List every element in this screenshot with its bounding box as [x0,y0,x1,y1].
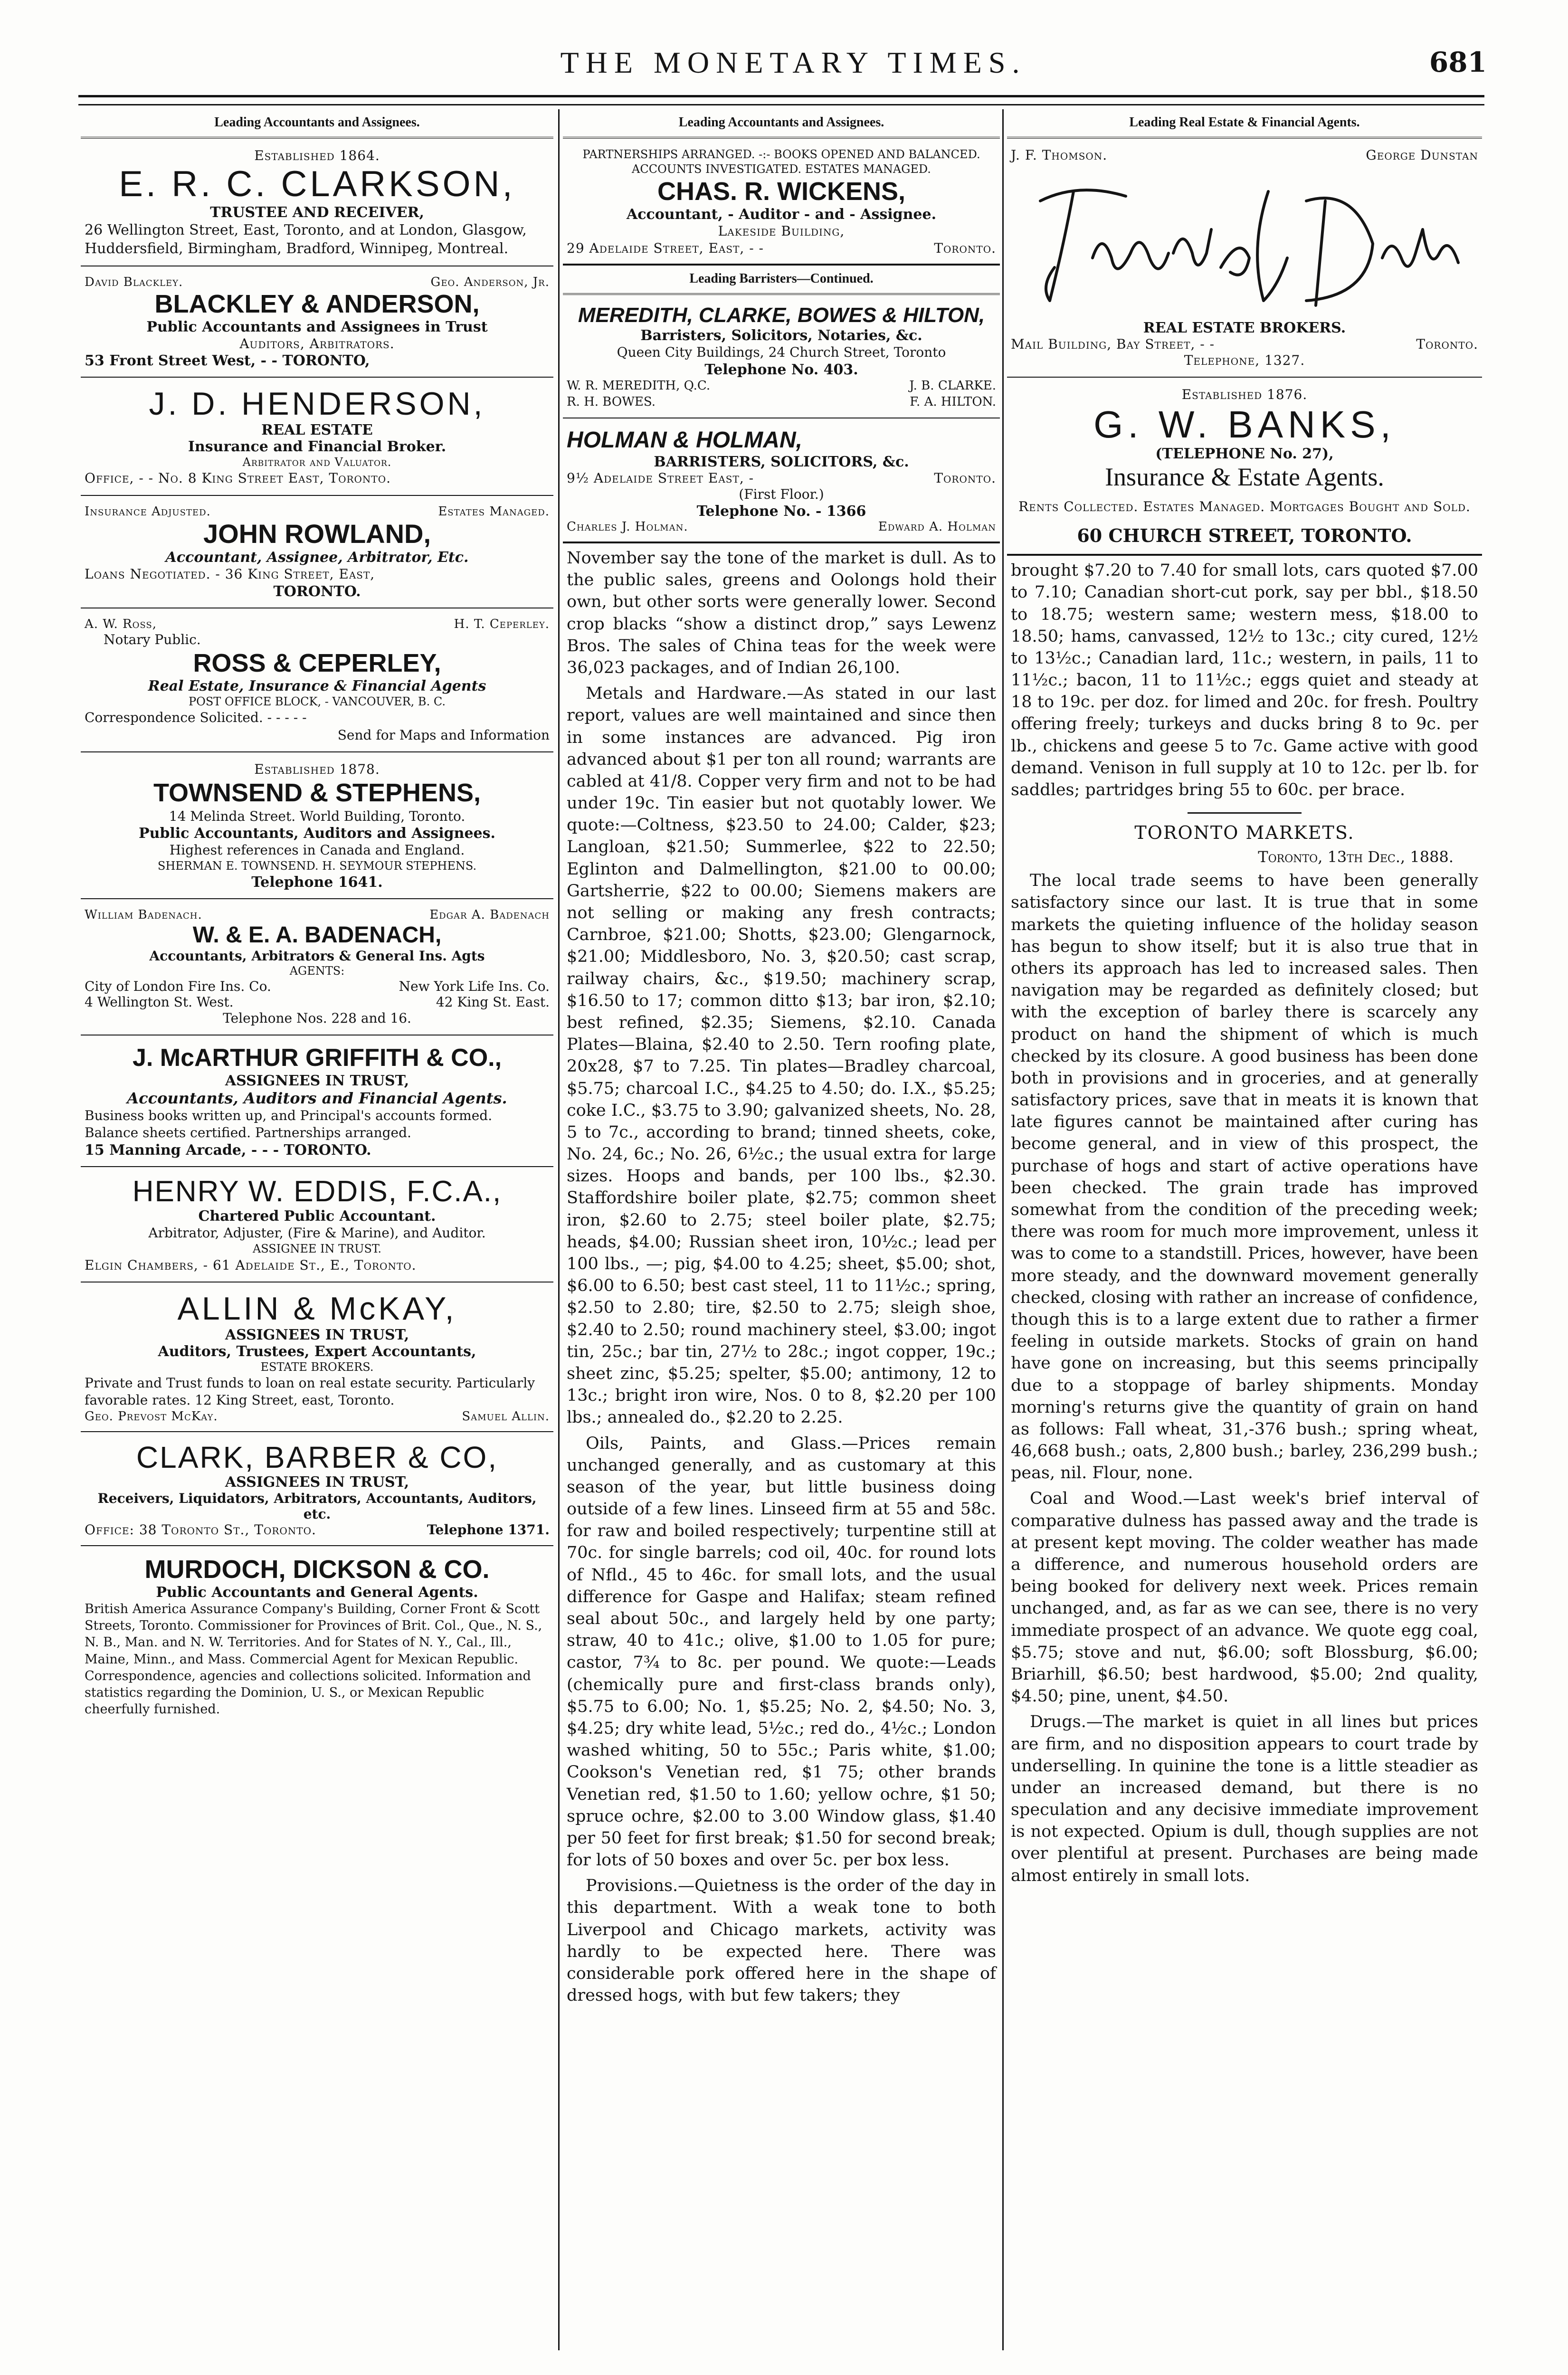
building: Lakeside Building, [718,223,845,239]
firm-sub: Chartered Public Accountant. [198,1208,436,1225]
column-divider [1002,109,1004,2350]
firm-desc: Arbitrator, Adjuster, (Fire & Marine), and Auditor. [148,1225,486,1241]
services: PARTNERSHIPS ARRANGED. -:- BOOKS OPENED AND BALANCED. ACCOUNTS INVESTIGATED. ESTATES MANAGED. [582,148,980,176]
left-text: Insurance Adjusted. [85,504,211,519]
firm-name: JOHN ROWLAND, [203,518,431,549]
firm-desc: Public Accountants and Assignees in Trust [146,319,488,336]
partners-row-2 [567,394,996,410]
ad-eddis [81,1167,553,1282]
partner-names [567,520,996,534]
firm-title: REAL ESTATE BROKERS. [1143,320,1346,336]
ross-top [85,617,550,631]
column-divider [558,109,560,2350]
firm-sub: ASSIGNEES IN TRUST, [225,1474,409,1491]
partner: J. B. CLARKE. [909,378,996,393]
ad-murdoch [81,1546,553,1725]
firm-desc: Public Accountants, Auditors and Assignees. [139,825,495,842]
firm-desc: Barristers, Solicitors, Notaries, &c. [640,327,922,344]
telephone: Telephone, 1327. [1184,352,1305,368]
address-right: Toronto. [1416,336,1478,352]
post-office: POST OFFICE BLOCK, - VANCOUVER, B. C. [189,695,446,709]
firm-sub: Public Accountants and General Agents. [156,1584,478,1601]
telephone: (TELEPHONE No. 27), [1155,445,1334,462]
partner-right: Edward A. Holman [878,520,996,534]
ad-wickens [563,139,1000,265]
paragraph: Oils, Paints, and Glass.—Prices remain unchanged generally, and as customary at this season of the year, but little business doing outside of a few lines. Linseed firm at 55 and 58c. for raw and boiled respectively; turpentine still at 70c. for single barrels; cod oil, 40c. for round lots of Nfld., 45 to 46c. for small lots, and the usual difference for Gaspe and Halifax; steam refined seal about 50c., and largely held by one party; straw, 40 to 41c.; olive, $1.00 to 1.05 for pure; castor, 7¾ to 8c. per pound. We quote:—Leads (chemically pure and first-class brands only), $5.75 to 6.00; No. 1, $5.25; No. 2, $4.50; No. 3, $4.25; dry white lead, 5½c.; red do., 4½c.; London washed whiting, 50 to 55c.; Paris white, $1.00; Cookson's Venetian red, $1 75; other brands Venetian red, $1.50 to 1.60; yellow ochre, $1 50; spruce ochre, $2.00 to 3.00 Window glass, $1.40 per 50 feet for first break; $1.50 for second break; for lots of 50 boxes and over 5c. per box less. [567,1434,996,1870]
column-right [1007,109,1482,2360]
line-3: Arbitrator and Valuator. [242,456,392,469]
masthead [81,45,1506,93]
office: Office: 38 Toronto St., Toronto. [85,1522,316,1538]
firm-desc: Real Estate, Insurance & Financial Agents [148,678,486,695]
firm-name: J. D. HENDERSON, [149,386,485,422]
partner-left: William Badenach. [85,907,202,922]
divider [1188,812,1302,814]
section-header: Leading Barristers—Continued. [563,265,1000,295]
agents-row [85,978,550,994]
firm-name: ALLIN & McKAY, [177,1291,457,1327]
partner-left: J. F. Thomson. [1011,147,1108,163]
ad-griffith [81,1036,553,1167]
paragraph: Drugs.—The market is quiet in all lines but prices are firm, and no disposition appears to court trade by underselling. In quinine the tone is a little steadier as under an increased demand, but there is no speculation and any decisive immediate improvement is not expected. Opium is dull, though supplies are not over plentiful at present. Purchases are being made almost entirely in small lots. [1011,1712,1478,1885]
telephone: Telephone No. - 1366 [696,503,866,520]
right-text: Estates Managed. [438,504,550,519]
notary: Notary Public. [104,631,201,647]
paragraph: Provisions.—Quietness is the order of the day in this department. With a weak tone to both Liverpool and Chicago markets, activity was hardly to be expected here. There was considerable pork offered here in the shape of dressed hogs, with but few takers; they [567,1876,996,2005]
firm-name: CHAS. R. WICKENS, [657,177,906,206]
section-header: Leading Accountants and Assignees. [81,109,553,139]
address-left: 29 Adelaide Street, East, - - [567,240,764,256]
partners: SHERMAN E. TOWNSEND. H. SEYMOUR STEPHENS. [157,859,477,873]
firm-name: MEREDITH, CLARKE, BOWES & HILTON, [578,303,985,327]
firm-name: E. R. C. CLARKSON, [119,164,515,205]
right-text: H. T. Ceperley. [454,617,550,631]
section-header: Leading Accountants and Assignees. [563,109,1000,139]
assignee: ASSIGNEE IN TRUST. [252,1242,382,1256]
firm-desc: Accountant, - Auditor - and - Assignee. [626,206,937,223]
paragraph: Coal and Wood.—Last week's brief interval of comparative dulness has passed away and the trade is at present kept moving. The colder weather has made a difference, and numerous household orders are being booked for delivery next week. Prices remain unchanged, and, as far as we can see, there is no very immediate prospect of an advance. We quote egg coal, $5.75; stove and nut, $6.00; soft Blossburg, $6.00; Briarhill, $6.50; best hardwood, $5.00; 2nd quality, $4.50; pine, unent, $4.50. [1011,1489,1478,1706]
firm-text: Rents Collected. Estates Managed. Mortgages Bought and Sold. [1018,498,1471,514]
office-row [85,1522,550,1538]
ad-allin [81,1282,553,1432]
partner-names [1011,147,1478,163]
firm-sub: ASSIGNEES IN TRUST, [225,1073,409,1090]
ad-blackley [81,266,553,378]
firm-desc: Receivers, Liquidators, Arbitrators, Accountants, Auditors, etc. [97,1491,537,1522]
ad-meredith [563,295,1000,419]
telephone: Telephone 1641. [251,874,383,891]
partner-left: Charles J. Holman. [567,520,688,534]
partner-right: Samuel Allin. [462,1409,550,1424]
left-text: A. W. Ross, [85,617,157,631]
address-row [1011,336,1478,352]
firm-sub: Auditors, Arbitrators. [239,336,395,352]
firm-name: ROSS & CEPERLEY, [193,649,441,678]
partner-right: Edgar A. Badenach [429,907,550,922]
loans-line: Loans Negotiated. - 36 King Street, East, [85,566,375,582]
line-2: Insurance and Financial Broker. [188,438,447,456]
ad-ross [81,608,553,752]
firm-address: 60 CHURCH STREET, TORONTO. [1077,525,1412,547]
telephone: Telephone 1371. [427,1522,550,1538]
partner-names [85,908,550,922]
firm-address: Elgin Chambers, - 61 Adelaide St., E., Toronto. [85,1257,417,1273]
partner-right: Geo. Anderson, Jr. [430,275,550,289]
firm-name: J. McARTHUR GRIFFITH & CO., [132,1044,502,1072]
ad-holman [563,418,1000,543]
rowland-top [85,504,550,519]
article-body [1007,866,1482,1887]
partner-left: David Blackley. [85,275,183,289]
address-row [567,240,996,256]
address-left: 4 Wellington St. West. [85,994,234,1010]
firm-desc: BARRISTERS, SOLICITORS, &c. [654,453,909,470]
ad-thomson-dunstan [1007,139,1482,378]
firm-address: 15 Manning Arcade, - - - TORONTO. [85,1141,371,1159]
office-line: Office, - - No. 8 King Street East, Toronto. [85,470,391,486]
address: Queen City Buildings, 24 Church Street, Toronto [617,344,946,361]
address-right: Toronto. [934,240,996,256]
partner: W. R. MEREDITH, Q.C. [567,378,711,393]
telephone: Telephone Nos. 228 and 16. [223,1010,411,1026]
address-row [85,994,550,1010]
masthead-rule [78,95,1484,105]
city: TORONTO. [273,583,361,600]
firm-name: HENRY W. EDDIS, F.C.A., [132,1175,502,1208]
firm-desc: Accountants, Auditors and Financial Agents. [127,1089,507,1108]
partner: F. A. HILTON. [910,394,996,409]
firm-sub: ASSIGNEES IN TRUST, [225,1326,409,1343]
partners-row-1 [567,378,996,394]
article-body-top [1007,556,1482,801]
established-line: Established 1878. [254,761,380,778]
ad-clark-barber [81,1432,553,1546]
agents-label: AGENTS: [289,964,345,978]
paragraph: November say the tone of the market is dull. As to the public sales, greens and Oolongs hold their own, but other sorts were generally lower. Second crop blacks “show a distinct drop,” says Lewenz Bros. The sales of China teas for the week were 36,023 packages, and of Indian 26,100. [567,549,996,677]
maps: Send for Maps and Information [337,727,550,743]
firm-name: MURDOCH, DICKSON & CO. [144,1555,490,1584]
column-middle [563,109,1000,2360]
partner-right: George Dunstan [1366,147,1478,163]
dateline: Toronto, 13th Dec., 1888. [1258,848,1454,866]
firm-address: 26 Wellington Street, East, Toronto, and at London, Glasgow, Huddersfield, Birmingham, Bradford, Winnipeg, Montreal. [85,221,527,257]
firm-name: W. & E. A. BADENACH, [192,922,442,948]
brokers: ESTATE BROKERS. [260,1360,374,1374]
ad-henderson [81,378,553,495]
paragraph: The local trade seems to have been generally satisfactory since our last. It is true that in some markets the quieting influence of the holiday season has begun to show itself; but it is also true that in others its approach has led to increased sales. Then navigation may be regarded as definitely closed; but with the exception of barley there is scarcely any product on hand the shipment of which is much checked by its closure. A good business has been done both in provisions and in groceries, and at generally satisfactory prices, save that in meats it is known that late figures cannot be maintained after curing has become general, and in view of this prospect, the purchase of hogs and start of active operations have been checked. The grain trade has improved somewhat from the condition of the preceding week; there was room for much more improvement, unless it was to come to a standstill. Prices, however, have been more steady, and the downward movement generally checked, closing with rather an increase of confidence, though this is to a large extent due to rather a firmer feeling in outside markets. Stocks of grain on hand have gone on increasing, but this seems principally due to a stoppage of barley shipments. Monday morning's returns give the quantity of grain on hand as follows: Fall wheat, 31,-376 bush.; spring wheat, 46,668 bush.; oats, 2,800 bush.; barley, 236,299 bush.; peas, nil. Flour, none. [1011,871,1478,1483]
line-1: REAL ESTATE [261,422,373,439]
address-left: Mail Building, Bay Street, - - [1011,336,1215,352]
firm-desc: Insurance & Estate Agents. [1105,462,1384,491]
partner-names [85,275,550,289]
firm-desc: Accountant, Assignee, Arbitrator, Etc. [165,549,469,566]
address: 14 Melinda Street. World Building, Toronto. [169,808,466,824]
ad-rowland [81,496,553,608]
partner: R. H. BOWES. [567,394,656,409]
partner-left: Geo. Prevost McKay. [85,1409,218,1424]
firm-name: CLARK, BARBER & CO, [136,1440,498,1474]
address-right: 42 King St. East. [436,994,550,1010]
floor: (First Floor.) [739,486,824,502]
agent-left: City of London Fire Ins. Co. [85,978,271,994]
signature-logo [1021,172,1468,315]
address-row [567,470,996,486]
firm-name: HOLMAN & HOLMAN, [567,428,802,453]
firm-desc: Accountants, Arbitrators & General Ins. Agts [149,948,485,964]
firm-text: Business books written up, and Principal's accounts formed. Balance sheets certified. Partnerships arranged. [85,1108,493,1141]
address-right: Toronto. [934,470,996,486]
firm-role: TRUSTEE AND RECEIVER, [210,204,424,221]
address-left: 9½ Adelaide Street East, - [567,470,754,486]
firm-text: Private and Trust funds to loan on real estate security. Particularly favorable rates. 12 King Street, east, Toronto. [85,1375,535,1408]
paragraph: Metals and Hardware.—As stated in our last report, values are well maintained and since then in some instances are advanced. Pig iron advanced about $1 per ton all round; warrants are cabled at 41/8. Copper very firm and not to be had under 19c. Tin easier but not quotably lower. We quote:—Coltness, $23.50 to 24.00; Calder, $23; Langloan, $21.50; Summerlee, $22 to 22.50; Eglinton and Dalmellington, $21.00 to 00.00; Gartsherrie, $22 to 00.00; Siemens makers are not selling or making any fresh contracts; Carnbroe, $21.00; Shotts, $23.00; Glengarnock, $21.00; Middlesboro, No. 3, $20.50; cast scrap, railway chairs, &c., $19.50; machinery scrap, $16.50 to 17; common ditto $13; bar iron, $2.10; best refined, $2.35; Siemens, $2.10. Canada Plates—Blaina, $2.40 to 2.50. Tern roofing plate, 20x28, $7 to 7.25. Tin plates—Bradley charcoal, $5.75; charcoal I.C., $4.25 to 4.50; do. I.X., $5.25; coke I.C., $3.75 to 3.90; galvanized sheets, No. 28, 5 to 7c., according to brand; tinned sheets, coke, No. 24, 6c.; No. 26, 6½c.; the usual extra for large sizes. Hoops and bands, per 100 lbs., $2.30. Staffordshire boiler plate, $2.75; common sheet iron, $2.60 to 2.75; steel boiler plate, $2.75; heads, $4.00; Russian sheet iron, 10½c.; lead per 100 lbs., —; pig, $4.00 to 4.25; sheet, $5.00; shot, $6.00 to 6.50; best cast steel, 11 to 11½c.; spring, $2.50 to 2.80; tire, $2.50 to 2.75; sleigh shoe, $2.40 to 2.50; round machinery steel, $3.00; ingot tin, 25c.; bar tin, 27½ to 28c.; ingot copper, 19c.; sheet zinc, $5.25; spelter, $5.00; antimony, 12 to 13c.; bright iron wire, Nos. 0 to 8, $2.20 per 100 lbs.; annealed do., $2.20 to 2.25. [567,684,996,1427]
agent-right: New York Life Ins. Co. [399,978,550,994]
section-title: TORONTO MARKETS. [1134,822,1355,844]
telephone: Telephone No. 403. [704,361,858,378]
firm-desc: Auditors, Trustees, Expert Accountants, [158,1343,476,1360]
firm-name: BLACKLEY & ANDERSON, [154,289,480,318]
established-line: Established 1876. [1181,387,1308,403]
column-left [81,109,553,2360]
partner-names [85,1409,550,1424]
firm-name: G. W. BANKS, [1093,403,1396,446]
firm-text: British America Assurance Company's Building, Corner Front & Scott Streets, Toronto. Commissioner for Provinces of Brit. Col., Que., N. S., N. B., Man. and N. W. Territories. And for States of N. Y., Cal., Ill., Maine, Minn., and Mass. Commercial Agent for Mexican Republic. Correspondence, agencies and collections solicited. Information and statistics regarding the Dominion, U. S., or Mexican Republic cheerfully furnished. [85,1602,542,1717]
ad-badenach [81,899,553,1036]
page-number: 681 [1429,46,1487,78]
ad-banks [1007,378,1482,556]
firm-address: 53 Front Street West, - - TORONTO, [85,352,370,370]
firm-name: TOWNSEND & STEPHENS, [153,779,481,808]
established-line: Established 1864. [254,148,380,163]
article-body [563,543,1000,2006]
publication-title: THE MONETARY TIMES. [560,46,1026,79]
ad-clarkson [81,139,553,266]
paragraph: brought $7.20 to 7.40 for small lots, cars quoted $7.00 to 7.10; Canadian short-cut pork, say per bbl., $18.50 to 18.75; western same; western mess, $18.00 to 18.50; hams, canvassed, 12½ to 13c.; city cured, 12½ to 13½c.; Canadian lard, 11c.; western, in pails, 11 to 11½c.; bacon, 11 to 11½c.; eggs quiet and steady at 18 to 19c. per doz. for limed and 20c. for fresh. Poultry offering freely; turkeys and ducks bring 8 to 9c. per lb., chickens and geese 5 to 7c. Game active with good demand. Venison in full supply at 10 to 12c. per lb. for saddles; partridges bring 55 to 60c. per brace. [1011,561,1478,800]
ad-townsend [81,752,553,899]
section-header: Leading Real Estate & Financial Agents. [1007,109,1482,139]
references: Highest references in Canada and England. [169,842,465,858]
correspondence: Correspondence Solicited. - - - - - [85,710,307,726]
